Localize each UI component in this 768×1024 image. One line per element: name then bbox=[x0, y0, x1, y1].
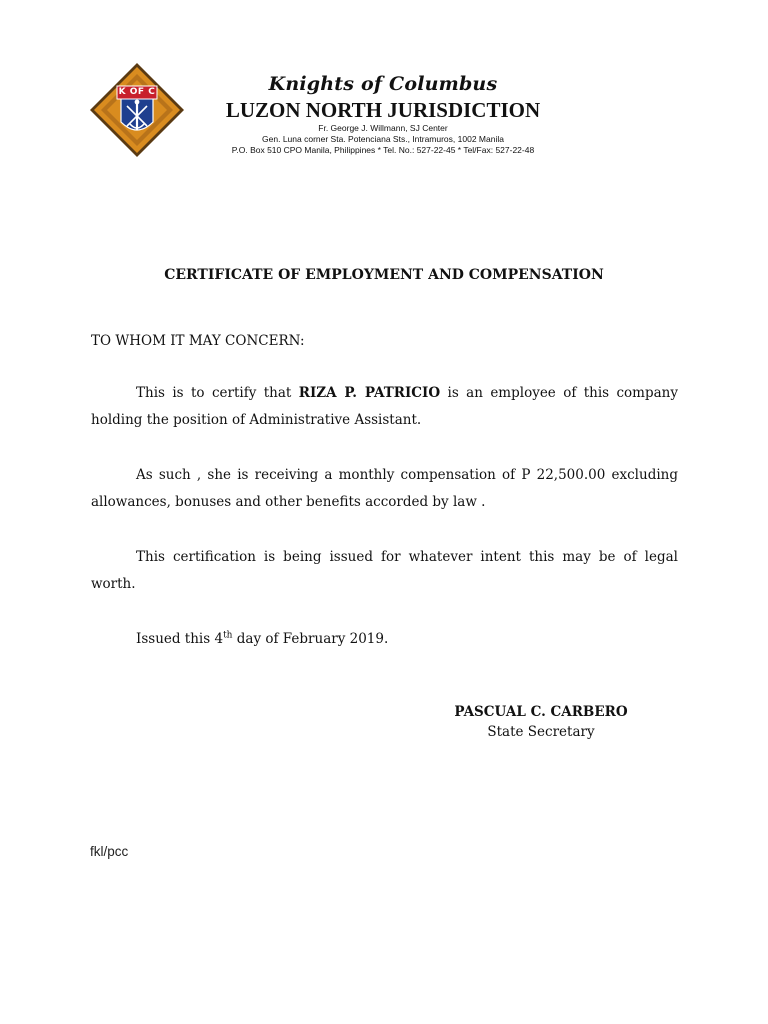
signatory-position: State Secretary bbox=[487, 724, 595, 740]
organization-name: Knights of Columbus bbox=[268, 73, 498, 95]
signatory-name: PASCUAL C. CARBERO bbox=[454, 704, 628, 720]
address-line-3: P.O. Box 510 CPO Manila, Philippines * Tel. No.: 527-22-45 * Tel/Fax: 527-22-48 bbox=[231, 145, 535, 155]
purpose-paragraph: This certification is being issued for whatever intent this may be of legal worth. bbox=[91, 549, 678, 592]
issued-ordinal: th bbox=[223, 630, 233, 641]
compensation-paragraph: As such , she is receiving a monthly compensation of P 22,500.00 excluding allowances, bonuses and other benefits accorded by law . bbox=[91, 467, 678, 510]
employee-name: RIZA P. PATRICIO bbox=[298, 385, 441, 401]
emblem-icon bbox=[89, 62, 185, 158]
issued-rest: day of February 2019. bbox=[232, 631, 389, 647]
knights-of-columbus-emblem bbox=[89, 62, 185, 158]
emblem-letters: K OF C bbox=[118, 87, 156, 97]
issued-intro: Issued this 4 bbox=[136, 631, 224, 647]
certificate-title: CERTIFICATE OF EMPLOYMENT AND COMPENSATION bbox=[164, 267, 604, 283]
certification-paragraph bbox=[91, 380, 678, 434]
address-line-2: Gen. Luna corner Sta. Potenciana Sts., Intramuros, 1002 Manila bbox=[262, 134, 504, 144]
signatory-block bbox=[443, 702, 639, 742]
issued-date-line bbox=[91, 626, 678, 653]
address-line-1: Fr. George J. Willmann, SJ Center bbox=[318, 123, 448, 133]
letterhead bbox=[200, 72, 566, 156]
salutation: TO WHOM IT MAY CONCERN: bbox=[91, 333, 305, 349]
p1-rest: is an employee of this company holding the position of Administrative Assistant. bbox=[91, 385, 678, 428]
jurisdiction-name: LUZON NORTH JURISDICTION bbox=[225, 98, 541, 122]
reference-initials: fkl/pcc bbox=[90, 844, 129, 859]
p1-intro: This is to certify that bbox=[136, 385, 299, 401]
